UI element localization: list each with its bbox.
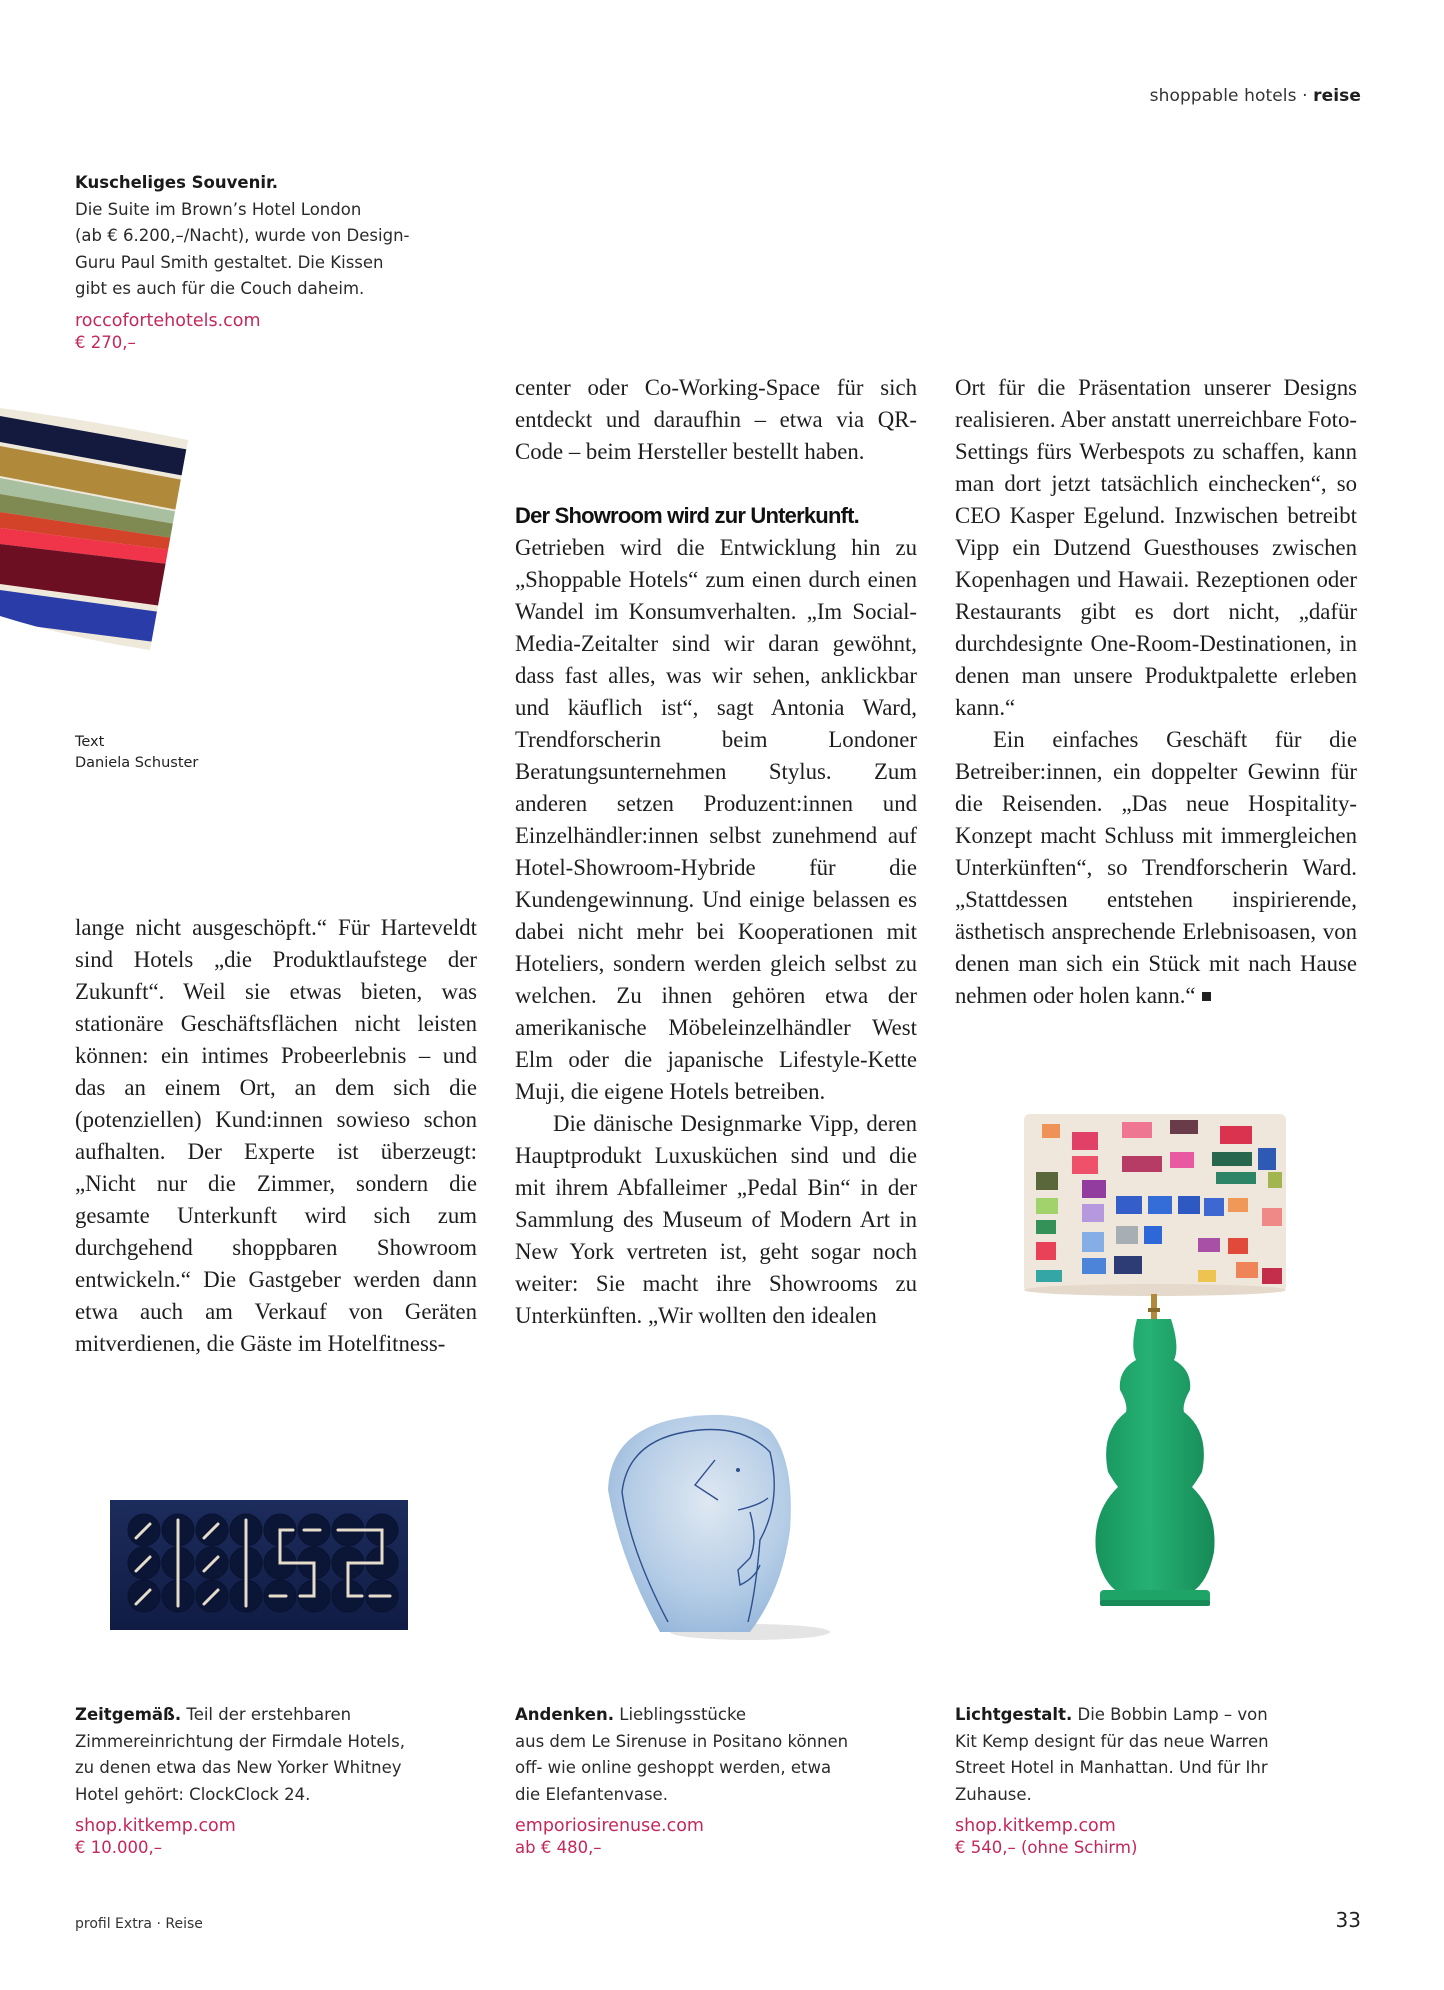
- price: € 10.000,–: [75, 1838, 162, 1857]
- body-text: Ein einfaches Geschäft für die Betreiber:innen, ein doppelter Gewinn für die Reisenden. „Das neue Hospitality-Konzept macht Schluss mit immergleichen Unterkünften“, so Trendforscherin Ward. „Stattdessen entstehen inspirierende, ästhetisch ansprechende Erlebnisoasen, von denen man sich ein Stück mit nach Hause nehmen oder holen kann.“: [955, 727, 1357, 1008]
- caption-line: (ab € 6.200,–/Nacht), wurde von Design-: [75, 226, 410, 245]
- price: € 540,– (ohne Schirm): [955, 1838, 1138, 1857]
- caption-line: die Elefantenvase.: [515, 1784, 668, 1804]
- caption-line: Zimmereinrichtung der Firmdale Hotels,: [75, 1731, 406, 1751]
- bobbin-lamp-image: [1022, 1112, 1312, 1642]
- caption-line: Hotel gehört: ClockClock 24.: [75, 1784, 311, 1804]
- credit-author: Daniela Schuster: [75, 755, 199, 771]
- caption-line: aus dem Le Sirenuse in Positano können: [515, 1731, 849, 1751]
- running-head: [1150, 86, 1361, 106]
- body-paragraph: Getrieben wird die Entwicklung hin zu „Shoppable Hotels“ zum einen durch einen Wandel im Konsumverhalten. „Im Social-Media-Zeitalter sind wir daran gewöhnt, dass fast alles, was wir sehen, anklickbar und käuflich ist“, sagt Antonia Ward, Trendforscherin beim Londoner Beratungsunternehmen Stylus. Zum anderen setzen Produzent:innen und Einzelhändler:innen selbst zunehmend auf Hotel-Showroom-Hybride für die Kundengewinnung. Und einige belassen es dabei nicht mehr bei Kooperationen mit Hoteliers, sondern werden gleich selbst zu welchen. Zu ihnen gehören etwa der amerikanische Möbeleinzelhändler West Elm oder die japanische Lifestyle-Kette Muji, die eigene Hotels betreiben.: [515, 535, 917, 1104]
- article-column-1: [75, 912, 477, 1360]
- body-paragraph: Ort für die Präsentation unserer Designs realisieren. Aber anstatt unerreichbare Foto-Settings fürs Werbespots zu schaffen, kann man dort jetzt tatsächlich einchecken“, so CEO Kasper Egelund. Inzwischen betreibt Vipp ein Dutzend Guesthouses zwischen Kopenhagen und Hawaii. Rezeptionen oder Restaurants gibt es dort nicht, „dafür durchdesignte One-Room-Destinationen, in denen man unsere Produktpalette erleben kann.“: [955, 375, 1357, 720]
- price: ab € 480,–: [515, 1838, 602, 1857]
- shop-link[interactable]: shop.kitkemp.com: [955, 1816, 1116, 1836]
- shop-link[interactable]: shop.kitkemp.com: [75, 1816, 236, 1836]
- subheading: Der Showroom wird zur Unterkunft.: [515, 503, 859, 528]
- caption-line: Lieblingsstücke: [614, 1705, 747, 1724]
- cushion-caption: [75, 170, 435, 353]
- category-label: reise: [1313, 86, 1361, 106]
- page-number: 33: [1335, 1908, 1361, 1932]
- shop-link[interactable]: emporiosirenuse.com: [515, 1816, 704, 1836]
- caption-lead: Zeitgemäß.: [75, 1705, 182, 1724]
- shop-link[interactable]: roccofortehotels.com: [75, 310, 261, 331]
- product-caption-lamp: [955, 1702, 1335, 1858]
- publication-footer: profil Extra · Reise: [75, 1916, 203, 1932]
- caption-line: off- wie online geshoppt werden, etwa: [515, 1758, 832, 1777]
- caption-line: Die Bobbin Lamp – von: [1072, 1705, 1268, 1724]
- price: € 270,–: [75, 332, 136, 352]
- separator: ·: [1302, 86, 1308, 106]
- caption-line: Kit Kemp designt für das neue Warren: [955, 1731, 1269, 1751]
- caption-line: Teil der erstehbaren: [181, 1705, 352, 1724]
- article-column-3: [955, 372, 1357, 1012]
- caption-lead: Lichtgestalt.: [955, 1705, 1073, 1724]
- elephant-vase-image: [590, 1400, 850, 1660]
- body-paragraph: [955, 724, 1357, 1012]
- caption-line: Die Suite im Brown’s Hotel London: [75, 199, 362, 219]
- section-label: shoppable hotels: [1149, 86, 1297, 106]
- body-paragraph: lange nicht ausgeschöpft.“ Für Harteveldt sind Hotels „die Produktlaufstege der Zukunft“. Weil sie etwas bieten, was stationäre Geschäftsflächen nicht leisten können: ein intimes Probeerlebnis – und das an einem Ort, an dem sich die (potenziellen) Kund:innen sowieso schon aufhalten. Der Experte ist überzeugt: „Nicht nur die Zimmer, sondern die gesamte Unterkunft wird sich zum durchgehend shoppbaren Showroom entwickeln.“ Die Gastgeber werden dann etwa auch am Verkauf von Geräten mitverdienen, die Gäste im Hotelfitness-: [75, 915, 477, 1356]
- caption-line: Street Hotel in Manhattan. Und für Ihr: [955, 1758, 1268, 1777]
- author-credit: [75, 732, 198, 774]
- clockclock-24-image: [110, 1500, 408, 1630]
- product-caption-clock: [75, 1702, 455, 1858]
- body-paragraph: Die dänische Designmarke Vipp, deren Hauptprodukt Luxusküchen sind und die mit ihrem Abfalleimer „Pedal Bin“ in der Sammlung des Museum of Modern Art in New York vertreten ist, geht sogar noch weiter: Sie macht ihre Showrooms zu Unterkünften. „Wir wollten den idealen: [515, 1111, 917, 1328]
- product-caption-vase: [515, 1702, 895, 1858]
- caption-line: Guru Paul Smith gestaltet. Die Kissen: [75, 252, 384, 272]
- article-column-2: [515, 372, 917, 1332]
- caption-line: Zuhause.: [955, 1784, 1032, 1804]
- end-mark-icon: [1202, 992, 1211, 1001]
- caption-lead: Andenken.: [515, 1705, 614, 1724]
- credit-label: Text: [75, 734, 105, 750]
- body-paragraph: center oder Co-Working-Space für sich entdeckt und daraufhin – etwa via QR-Code – beim Hersteller bestellt haben.: [515, 375, 917, 464]
- caption-line: gibt es auch für die Couch daheim.: [75, 279, 365, 298]
- caption-line: zu denen etwa das New Yorker Whitney: [75, 1758, 402, 1777]
- caption-lead: Kuscheliges Souvenir.: [75, 173, 279, 192]
- striped-cushion-image: [0, 398, 200, 658]
